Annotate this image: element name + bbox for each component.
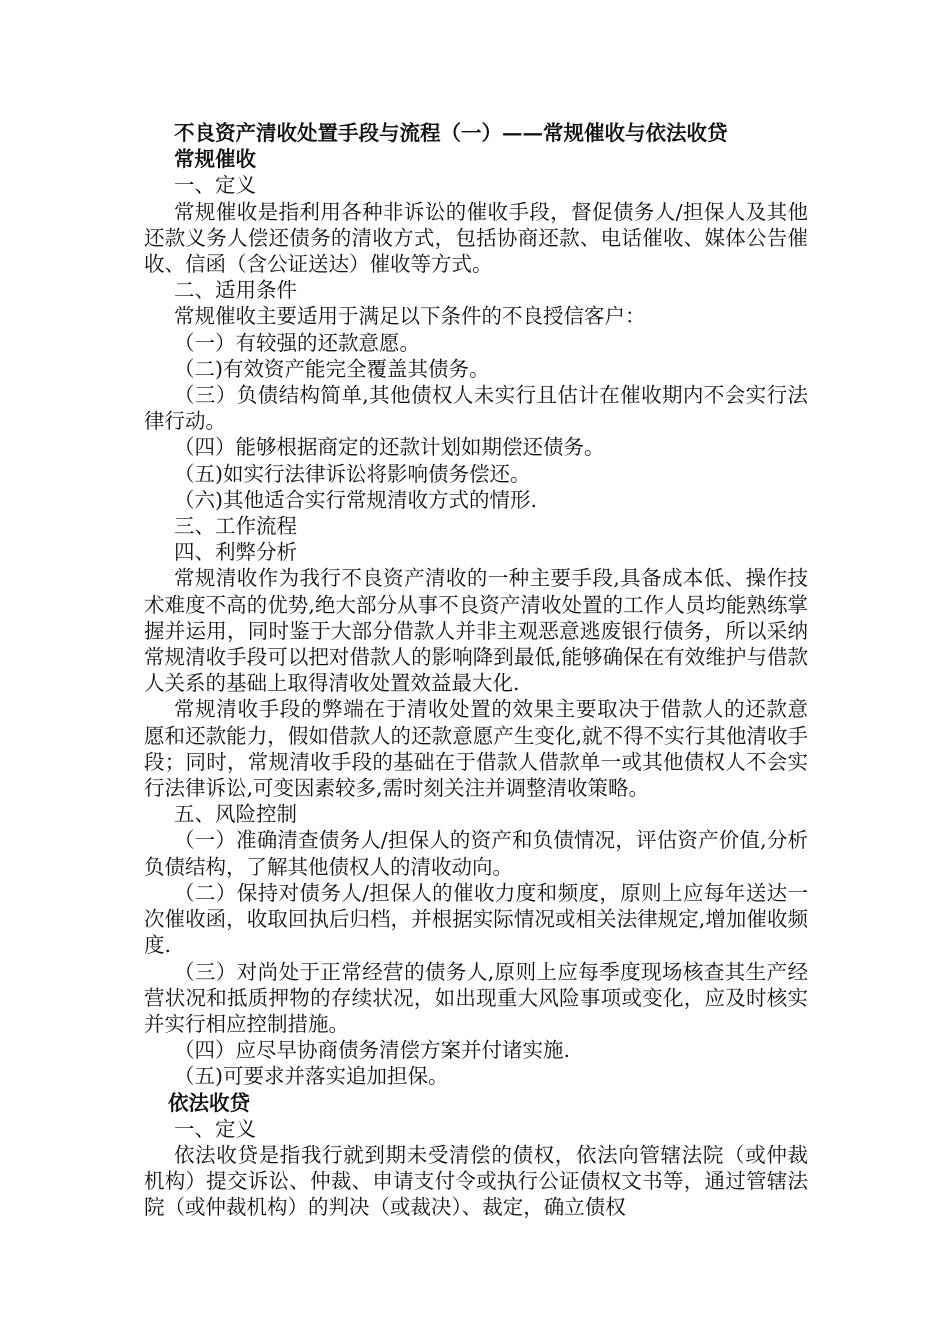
subheading-definition-2: 一、定义 — [174, 1116, 256, 1141]
paragraph-analysis-advantages: 常规清收作为我行不良资产清收的一种主要手段,具备成本低、操作技术难度不高的优势,绝大部分从事不良资产清收处置的工作人员均能熟练掌握并运用，同时鉴于大部分借款人并非主观恶意逃废银行债务，所以采纳常规清收手段可以把对借款人的影响降到最低,能够确保在有效维护与借款人关系的基础上取得清收处置效益最大化. — [144, 566, 808, 696]
list-item: （四）能够根据商定的还款计划如期偿还债务。 — [174, 435, 605, 460]
list-item: （四）应尽早协商债务清偿方案并付诸实施. — [174, 1038, 571, 1063]
list-item: （五)可要求并落实追加担保。 — [174, 1064, 449, 1089]
subheading-analysis: 四、利弊分析 — [174, 540, 297, 565]
paragraph-conditions-intro: 常规催收主要适用于满足以下条件的不良授信客户： — [174, 304, 646, 329]
list-item: （三）负债结构简单,其他债权人未实行且估计在催收期内不会实行法律行动。 — [144, 383, 808, 434]
section-heading-legal-collection: 依法收贷 — [168, 1090, 250, 1115]
list-item: （六)其他适合实行常规清收方式的情形. — [174, 487, 538, 512]
subheading-definition: 一、定义 — [174, 173, 256, 198]
subheading-workflow: 三、工作流程 — [174, 514, 297, 539]
list-item: （一）准确清查债务人/担保人的资产和负债情况，评估资产价值,分析负债结构，了解其他债权人的清收动向。 — [144, 828, 808, 879]
list-item: （三）对尚处于正常经营的债务人,原则上应每季度现场核查其生产经营状况和抵质押物的存续状况，如出现重大风险事项或变化，应及时核实并实行相应控制措施。 — [144, 959, 808, 1036]
document-title: 不良资产清收处置手段与流程（一）——常规催收与依法收贷 — [174, 121, 728, 145]
paragraph-definition-2: 依法收贷是指我行就到期未受清偿的债权，依法向管辖法院（或仲裁机构）提交诉讼、仲裁、申请支付令或执行公证债权文书等，通过管辖法院（或仲裁机构）的判决（或裁决）、裁定，确立债权 — [144, 1142, 808, 1220]
document-page — [144, 120, 808, 1221]
list-item: （二）保持对债务人/担保人的催收力度和频度，原则上应每年送达一次催收函，收取回执后归档，并根据实际情况或相关法律规定,增加催收频度. — [144, 880, 808, 958]
list-item: （五)如实行法律诉讼将影响债务偿还。 — [174, 461, 531, 486]
paragraph-analysis-disadvantages: 常规清收手段的弊端在于清收处置的效果主要取决于借款人的还款意愿和还款能力，假如借款人的还款意愿产生变化,就不得不实行其他清收手段；同时，常规清收手段的基础在于借款人借款单一或其他债权人不会实行法律诉讼,可变因素较多,需时刻关注并调整清收策略。 — [144, 697, 808, 801]
list-item: （二)有效资产能完全覆盖其债务。 — [174, 356, 490, 381]
paragraph-definition: 常规催收是指利用各种非诉讼的催收手段，督促债务人/担保人及其他还款义务人偿还债务的清收方式，包括协商还款、电话催收、媒体公告催收、信函（含公证送达）催收等方式。 — [144, 199, 808, 277]
list-item: （一）有较强的还款意愿。 — [174, 330, 420, 355]
subheading-conditions: 二、适用条件 — [174, 278, 297, 303]
section-heading-regular-collection: 常规催收 — [174, 147, 256, 172]
subheading-risk-control: 五、风险控制 — [174, 802, 297, 827]
